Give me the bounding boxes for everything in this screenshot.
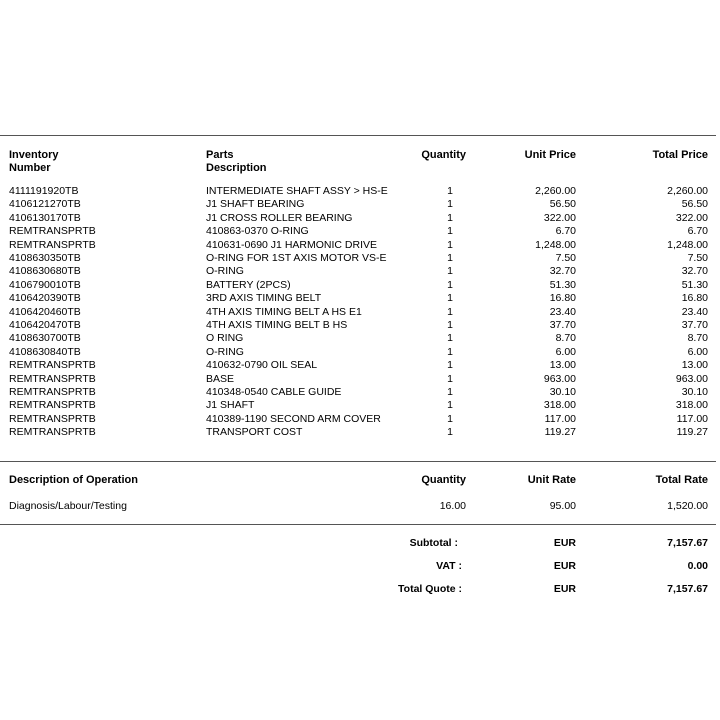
header-inventory-number: Inventory Number — [9, 149, 59, 174]
inventory-number-cell: REMTRANSPRTB — [9, 412, 96, 425]
total-quote-label: Total Quote : — [398, 583, 462, 595]
vat-value: 0.00 — [687, 560, 708, 572]
quantity-cell: 1 — [447, 386, 453, 398]
total-price-cell: 37.70 — [681, 319, 708, 331]
inventory-number-cell: 4106420460TB — [9, 305, 81, 318]
parts-description-cell: O-RING — [206, 265, 244, 278]
total-price-cell: 7.50 — [687, 252, 708, 264]
total-price-cell: 318.00 — [675, 399, 708, 412]
inventory-number-cell: 4106420390TB — [9, 292, 81, 305]
total-price-cell: 51.30 — [681, 278, 708, 291]
quantity-cell: 1 — [447, 426, 453, 439]
table-row — [0, 279, 720, 292]
parts-description-cell: INTERMEDIATE SHAFT ASSY > HS-E — [206, 185, 388, 197]
total-price-cell: 117.00 — [676, 412, 708, 425]
header-total-price: Total Price — [652, 149, 708, 161]
inventory-number-cell: REMTRANSPRTB — [9, 225, 96, 238]
header-operation-quantity: Quantity — [421, 474, 466, 486]
parts-description-cell: BATTERY (2PCS) — [206, 278, 291, 291]
table-row — [0, 306, 720, 319]
parts-description-cell: 3RD AXIS TIMING BELT — [206, 292, 322, 305]
inventory-number-cell: 4111191920TB — [9, 185, 79, 197]
quantity-cell: 1 — [447, 399, 453, 412]
table-row — [0, 359, 720, 372]
table-row — [0, 346, 720, 359]
parts-description-cell: 4TH AXIS TIMING BELT B HS — [206, 319, 348, 331]
inventory-number-cell: REMTRANSPRTB — [9, 386, 96, 398]
inventory-number-cell: 4106420470TB — [9, 319, 81, 331]
inventory-number-cell: 4106121270TB — [9, 198, 81, 211]
parts-description-cell: 410632-0790 OIL SEAL — [206, 359, 318, 372]
quantity-cell: 1 — [447, 198, 453, 211]
table-row — [0, 319, 720, 332]
parts-description-cell: 410389-1190 SECOND ARM COVER — [206, 412, 381, 425]
total-price-cell: 963.00 — [675, 372, 708, 385]
quantity-cell: 1 — [447, 319, 453, 331]
unit-price-cell: 56.50 — [549, 198, 576, 211]
table-row — [0, 373, 720, 386]
total-price-cell: 23.40 — [681, 305, 708, 318]
parts-description-cell: TRANSPORT COST — [206, 426, 303, 439]
total-quote-value: 7,157.67 — [667, 583, 708, 595]
totals-divider — [0, 524, 716, 525]
inventory-number-cell: 4108630700TB — [9, 332, 81, 345]
unit-price-cell: 16.80 — [549, 292, 576, 305]
total-price-cell: 8.70 — [687, 332, 708, 345]
unit-price-cell: 8.70 — [555, 332, 576, 345]
table-row — [0, 212, 720, 225]
unit-price-cell: 318.00 — [543, 399, 576, 412]
operation-description: Diagnosis/Labour/Testing — [9, 500, 127, 512]
table-row — [0, 265, 720, 278]
parts-description-cell: O-RING FOR 1ST AXIS MOTOR VS-E — [206, 252, 387, 264]
header-quantity: Quantity — [421, 149, 466, 161]
quantity-cell: 1 — [447, 278, 453, 291]
table-row — [0, 426, 720, 439]
table-row — [0, 225, 720, 238]
total-price-cell: 6.00 — [687, 345, 708, 358]
unit-price-cell: 6.00 — [555, 345, 576, 358]
quantity-cell: 1 — [447, 305, 453, 318]
operation-unit-rate: 95.00 — [549, 500, 576, 512]
header-operation-description: Description of Operation — [9, 474, 138, 486]
table-row — [0, 292, 720, 305]
quantity-cell: 1 — [447, 359, 453, 372]
quantity-cell: 1 — [447, 225, 453, 238]
total-price-cell: 30.10 — [681, 386, 708, 398]
inventory-number-cell: REMTRANSPRTB — [9, 238, 96, 251]
parts-description-cell: 410348-0540 CABLE GUIDE — [206, 386, 342, 398]
parts-table-body — [0, 185, 720, 445]
inventory-number-cell: REMTRANSPRTB — [9, 426, 96, 439]
inventory-number-cell: 4108630680TB — [9, 265, 81, 278]
quantity-cell: 1 — [447, 332, 453, 345]
inventory-number-cell: REMTRANSPRTB — [9, 372, 96, 385]
total-price-cell: 2,260.00 — [667, 185, 708, 197]
subtotal-currency: EUR — [553, 537, 576, 549]
unit-price-cell: 119.27 — [544, 426, 576, 439]
header-total-rate: Total Rate — [655, 474, 708, 486]
table-row — [0, 399, 720, 412]
total-price-cell: 56.50 — [681, 198, 708, 211]
unit-price-cell: 13.00 — [549, 359, 576, 372]
table-row — [0, 386, 720, 399]
unit-price-cell: 2,260.00 — [535, 185, 576, 197]
parts-description-cell: O RING — [206, 332, 244, 345]
table-row — [0, 185, 720, 198]
total-price-cell: 13.00 — [681, 359, 708, 372]
quantity-cell: 1 — [447, 211, 453, 224]
unit-price-cell: 32.70 — [549, 265, 576, 278]
parts-description-cell: J1 SHAFT BEARING — [206, 198, 305, 211]
unit-price-cell: 963.00 — [543, 372, 576, 385]
table-row — [0, 413, 720, 426]
table-row — [0, 332, 720, 345]
top-divider — [0, 135, 716, 136]
parts-description-cell: 4TH AXIS TIMING BELT A HS E1 — [206, 305, 362, 318]
quantity-cell: 1 — [447, 412, 453, 425]
quantity-cell: 1 — [447, 292, 453, 305]
table-row — [0, 239, 720, 252]
vat-currency: EUR — [553, 560, 576, 572]
total-price-cell: 322.00 — [675, 211, 708, 224]
quantity-cell: 1 — [447, 372, 453, 385]
inventory-number-cell: 4108630840TB — [9, 345, 81, 358]
quantity-cell: 1 — [447, 185, 453, 197]
unit-price-cell: 322.00 — [543, 211, 576, 224]
parts-description-cell: O-RING — [206, 345, 244, 358]
unit-price-cell: 7.50 — [555, 252, 576, 264]
unit-price-cell: 6.70 — [555, 225, 576, 238]
unit-price-cell: 51.30 — [549, 278, 576, 291]
parts-description-cell: J1 SHAFT — [206, 399, 255, 412]
unit-price-cell: 37.70 — [549, 319, 576, 331]
parts-description-cell: 410863-0370 O-RING — [206, 225, 309, 238]
subtotal-value: 7,157.67 — [667, 537, 708, 549]
total-price-cell: 119.27 — [676, 426, 708, 439]
operations-divider — [0, 461, 716, 462]
quantity-cell: 1 — [447, 238, 453, 251]
inventory-number-cell: REMTRANSPRTB — [9, 399, 96, 412]
total-price-cell: 32.70 — [681, 265, 708, 278]
table-row — [0, 252, 720, 265]
vat-label: VAT : — [436, 560, 462, 572]
quantity-cell: 1 — [447, 345, 453, 358]
quantity-cell: 1 — [447, 252, 453, 264]
inventory-number-cell: 4108630350TB — [9, 252, 81, 264]
parts-description-cell: J1 CROSS ROLLER BEARING — [206, 211, 353, 224]
inventory-number-cell: REMTRANSPRTB — [9, 359, 96, 372]
quantity-cell: 1 — [447, 265, 453, 278]
total-price-cell: 6.70 — [687, 225, 708, 238]
unit-price-cell: 23.40 — [549, 305, 576, 318]
total-price-cell: 16.80 — [681, 292, 708, 305]
subtotal-label: Subtotal : — [409, 537, 458, 549]
operation-total-rate: 1,520.00 — [667, 500, 708, 512]
header-parts-description: Parts Description — [206, 149, 267, 174]
parts-description-cell: 410631-0690 J1 HARMONIC DRIVE — [206, 238, 377, 251]
header-unit-rate: Unit Rate — [527, 474, 576, 486]
inventory-number-cell: 4106130170TB — [9, 211, 81, 224]
header-unit-price: Unit Price — [524, 149, 576, 161]
parts-description-cell: BASE — [206, 372, 235, 385]
total-quote-currency: EUR — [553, 583, 576, 595]
unit-price-cell: 1,248.00 — [535, 238, 576, 251]
operation-quantity: 16.00 — [439, 500, 466, 512]
unit-price-cell: 30.10 — [549, 386, 576, 398]
total-price-cell: 1,248.00 — [667, 238, 708, 251]
unit-price-cell: 117.00 — [544, 412, 576, 425]
inventory-number-cell: 4106790010TB — [9, 278, 81, 291]
table-row — [0, 198, 720, 211]
